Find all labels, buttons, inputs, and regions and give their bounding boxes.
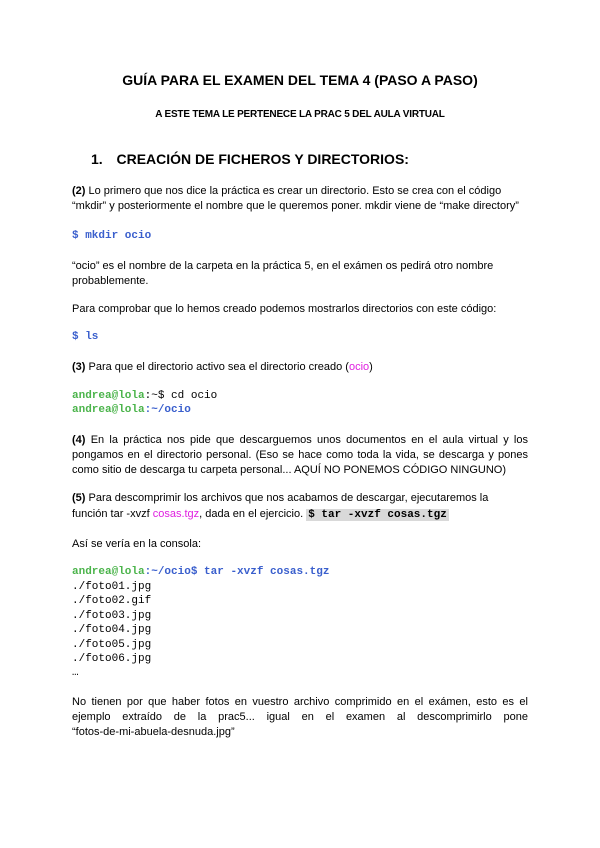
final-note-line2: ejemplo extraído de la prac5... igual en el examen al descomprimirlo pone [72,711,528,723]
inline-code-tar: $ tar -xvzf cosas.tgz [308,509,447,521]
file-list-item: ./foto05.jpg [72,638,152,651]
file-list-item: ./foto01.jpg [72,581,152,593]
step-number: (5) [72,492,86,504]
page-title: GUÍA PARA EL EXAMEN DEL TEMA 4 (PASO A PASO) [122,72,478,88]
console-intro: Así se vería en la consola: [72,538,202,550]
check-text: Para comprobar que lo hemos creado podemos mostrarlos directorios con este código: [72,303,497,315]
terminal-tar-line: andrea@lola:~/ocio$ tar -xvzf cosas.tgz [72,566,330,578]
ocio-note-line2: probablemente. [72,275,149,287]
step4-line1: (4) En la práctica nos pide que descarguemos unos documentos en el aula virtual y los [72,434,528,446]
final-note-line3: “fotos-de-mi-abuela-desnuda.jpg” [72,726,235,738]
terminal-user: andrea@lola [72,566,145,578]
command-mkdir: $ mkdir ocio [72,230,152,242]
step-number: (3) [72,361,86,373]
file-list-item: ./foto03.jpg [72,609,152,622]
section-number: 1. [91,151,103,167]
step3-text: (3) Para que el directorio activo sea el directorio creado (ocio) [72,361,373,373]
command-ls: $ ls [72,331,99,343]
step4-line3: como sitio de descarga tu carpeta personal... AQUÍ NO PONEMOS CÓDIGO NINGUNO) [72,464,507,476]
step2-line2: “mkdir” y posteriormente el nombre que le queremos poner. mkdir viene de “make directory” [72,200,519,212]
file-list-ellipsis: … [72,667,79,680]
file-list-item: ./foto04.jpg [72,624,152,637]
file-list-item: ./foto02.gif [72,595,152,608]
step5-line2: función tar -xvzf cosas.tgz, dada en el ejercicio. $ tar -xvzf cosas.tgz [72,508,447,521]
file-list-item: ./foto06.jpg [72,653,152,666]
section-heading [91,151,409,167]
page-subtitle: A ESTE TEMA LE PERTENECE LA PRAC 5 DEL AULA VIRTUAL [155,109,445,120]
terminal-cd-line: andrea@lola:~$ cd ocio [72,390,218,402]
final-note-line1: No tienen por que haber fotos en vuestro archivo comprimido en el exámen, esto es el [72,696,528,708]
step5-line1: (5) Para descomprimir los archivos que nos acabamos de descargar, ejecutaremos la [72,492,489,504]
step4-line2: pongamos en el directorio personal. (Eso se hace como toda la vida, se descarga y pones [72,449,528,461]
terminal-user: andrea@lola [72,390,145,402]
step-number: (4) [72,434,86,446]
archive-name-highlight: cosas.tgz [152,508,200,520]
ocio-note-line1: “ocio” es el nombre de la carpeta en la práctica 5, en el exámen os pedirá otro nombre [72,260,494,272]
file-list [72,580,151,681]
step2-line1: (2) Lo primero que nos dice la práctica es crear un directorio. Esto se crea con el código [72,185,502,197]
terminal-user: andrea@lola [72,404,145,416]
directory-name-highlight: ocio [348,361,370,373]
step-number: (2) [72,185,86,197]
section-title: CREACIÓN DE FICHEROS Y DIRECTORIOS: [116,151,409,167]
terminal-prompt-line: andrea@lola:~/ocio [72,404,191,416]
